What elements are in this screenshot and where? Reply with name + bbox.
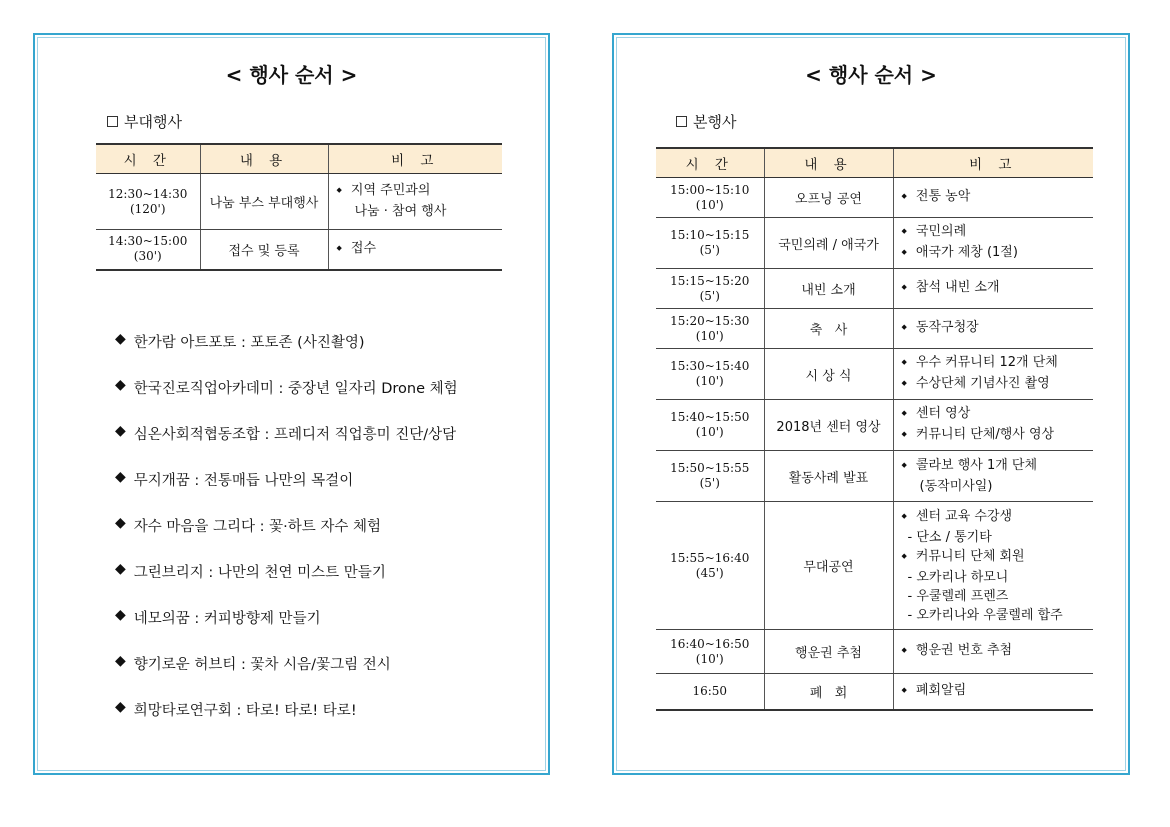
- booth-text: 한가람 아트포토 : 포토존 (사진촬영): [133, 335, 365, 351]
- row-time: 15:00~15:10: [670, 182, 750, 197]
- row-note: ◆ 커뮤니티 단체 회원: [902, 547, 1094, 568]
- right-panel: [612, 33, 1130, 775]
- row-note: ◆ 콜라보 행사 1개 단체: [902, 456, 1094, 477]
- row-duration: (10'): [695, 374, 724, 388]
- table-row: [656, 400, 1093, 451]
- row-duration: (10'): [695, 651, 724, 666]
- table-row: [656, 178, 1093, 218]
- diamond-bullet-icon: ◆: [115, 699, 126, 715]
- row-duration: (5'): [699, 288, 720, 303]
- row-note: ◆ 접수: [337, 239, 503, 260]
- booth-text: 네모의꿈 : 커피방향제 만들기: [133, 611, 321, 627]
- diamond-bullet-icon: ◆: [115, 423, 126, 439]
- row-time: 16:50: [692, 683, 728, 698]
- row-time: 15:15~15:20: [670, 273, 750, 288]
- row-note: ◆ 지역 주민과의: [337, 181, 503, 202]
- row-note: (동작미사일): [919, 478, 993, 494]
- header-note: 비 고: [893, 148, 1093, 178]
- diamond-bullet-icon: ◆: [115, 607, 126, 623]
- checkbox-icon: [676, 116, 687, 127]
- section-heading: [676, 111, 736, 132]
- row-content: 국민의례 / 애국가: [764, 218, 893, 269]
- list-item: [115, 515, 458, 561]
- list-item: [115, 377, 458, 423]
- row-content: 오프닝 공연: [764, 178, 893, 218]
- header-content: 내 용: [200, 144, 328, 174]
- side-event-table: [96, 143, 502, 271]
- diamond-bullet-icon: ◆: [115, 515, 126, 531]
- row-note: ◆ 전통 농악: [902, 187, 1094, 208]
- booth-text: 한국진로직업아카데미 : 중장년 일자리 Drone 체험: [133, 381, 458, 397]
- row-content: 축 사: [764, 309, 893, 349]
- booth-text: 심온사회적협동조합 : 프레디저 직업흥미 진단/상담: [133, 427, 457, 443]
- row-duration: (120'): [129, 201, 166, 216]
- row-time: 15:10~15:15: [670, 228, 750, 242]
- row-note: - 우쿨렐레 프렌즈: [907, 588, 1009, 604]
- row-duration: (10'): [695, 425, 724, 439]
- row-content: 활동사례 발표: [764, 451, 893, 502]
- header-content: 내 용: [764, 148, 893, 178]
- header-time: 시 간: [96, 144, 200, 174]
- diamond-bullet-icon: ◆: [115, 377, 126, 393]
- row-time: 15:55~16:40: [670, 550, 750, 565]
- left-panel: [33, 33, 550, 775]
- row-time: 16:40~16:50: [670, 636, 750, 651]
- table-row: [656, 451, 1093, 502]
- row-note: ◆ 국민의례: [902, 222, 1094, 243]
- row-content: 나눔 부스 부대행사: [200, 174, 328, 230]
- list-item: [115, 653, 458, 699]
- diamond-bullet-icon: ◆: [115, 561, 126, 577]
- list-item: [115, 331, 458, 377]
- section-heading: [107, 111, 182, 132]
- diamond-bullet-icon: ◆: [115, 331, 126, 347]
- page-title: < 행사 순서 >: [225, 63, 358, 87]
- row-time: 12:30~14:30: [108, 186, 188, 201]
- booth-text: 향기로운 허브티 : 꽃차 시음/꽃그림 전시: [133, 657, 391, 673]
- row-note: 나눔 · 참여 행사: [354, 204, 447, 219]
- row-time: 15:50~15:55: [670, 461, 750, 475]
- row-note: ◆ 센터 영상: [902, 404, 1094, 425]
- page-title: < 행사 순서 >: [805, 63, 937, 87]
- row-duration: (10'): [695, 328, 724, 343]
- booth-text: 그린브리지 : 나만의 천연 미스트 만들기: [133, 565, 386, 581]
- table-row: [656, 674, 1093, 710]
- header-note: 비 고: [328, 144, 502, 174]
- row-note: - 오카리나 하모니: [907, 569, 1009, 585]
- diamond-bullet-icon: ◆: [115, 469, 126, 485]
- row-content: 무대공연: [764, 502, 893, 630]
- row-time: 14:30~15:00: [108, 234, 188, 249]
- row-duration: (10'): [695, 197, 724, 212]
- list-item: [115, 469, 458, 515]
- list-item: [115, 561, 458, 607]
- checkbox-icon: [107, 116, 118, 127]
- row-duration: (5'): [699, 476, 720, 490]
- header-time: 시 간: [656, 148, 764, 178]
- booth-text: 희망타로연구회 : 타로! 타로! 타로!: [133, 703, 357, 719]
- row-note: ◆ 수상단체 기념사진 촬영: [902, 374, 1094, 395]
- row-content: 접수 및 등록: [200, 230, 328, 270]
- booth-text: 무지개꿈 : 전통매듭 나만의 목걸이: [133, 473, 354, 489]
- row-duration: (45'): [695, 565, 724, 580]
- row-note: ◆ 행운권 번호 추첨: [902, 641, 1094, 662]
- table-row: [656, 502, 1093, 630]
- booth-list: [115, 331, 458, 745]
- row-note: ◆ 센터 교육 수강생: [902, 507, 1094, 528]
- table-row: [656, 218, 1093, 269]
- table-row: [96, 174, 502, 230]
- row-time: 15:20~15:30: [670, 313, 750, 328]
- row-content: 시 상 식: [764, 349, 893, 400]
- row-content: 내빈 소개: [764, 269, 893, 309]
- row-note: ◆ 폐회알림: [902, 681, 1094, 702]
- main-event-table: [656, 147, 1093, 711]
- section-title: 부대행사: [124, 113, 182, 131]
- list-item: [115, 699, 458, 745]
- table-row: [96, 230, 502, 270]
- table-row: [656, 349, 1093, 400]
- row-time: 15:30~15:40: [670, 359, 750, 373]
- row-note: ◆ 우수 커뮤니티 12개 단체: [902, 353, 1094, 374]
- row-content: 2018년 센터 영상: [764, 400, 893, 451]
- table-row: [656, 630, 1093, 674]
- row-time: 15:40~15:50: [670, 410, 750, 424]
- row-note: ◆ 동작구청장: [902, 318, 1094, 339]
- row-note: - 단소 / 통기타: [907, 529, 992, 545]
- row-content: 폐 회: [764, 674, 893, 710]
- table-row: [656, 309, 1093, 349]
- row-note: ◆ 커뮤니티 단체/행사 영상: [902, 425, 1094, 446]
- row-duration: (5'): [699, 243, 720, 257]
- row-content: 행운권 추첨: [764, 630, 893, 674]
- row-note: - 오카리나와 우쿨렐레 합주: [907, 607, 1063, 623]
- list-item: [115, 607, 458, 653]
- booth-text: 자수 마음을 그리다 : 꽃·하트 자수 체험: [133, 519, 382, 535]
- table-row: [656, 269, 1093, 309]
- row-note: ◆ 참석 내빈 소개: [902, 278, 1094, 299]
- row-note: ◆ 애국가 제창 (1절): [902, 243, 1094, 264]
- list-item: [115, 423, 458, 469]
- diamond-bullet-icon: ◆: [115, 653, 126, 669]
- section-title: 본행사: [693, 113, 737, 131]
- row-duration: (30'): [133, 249, 162, 264]
